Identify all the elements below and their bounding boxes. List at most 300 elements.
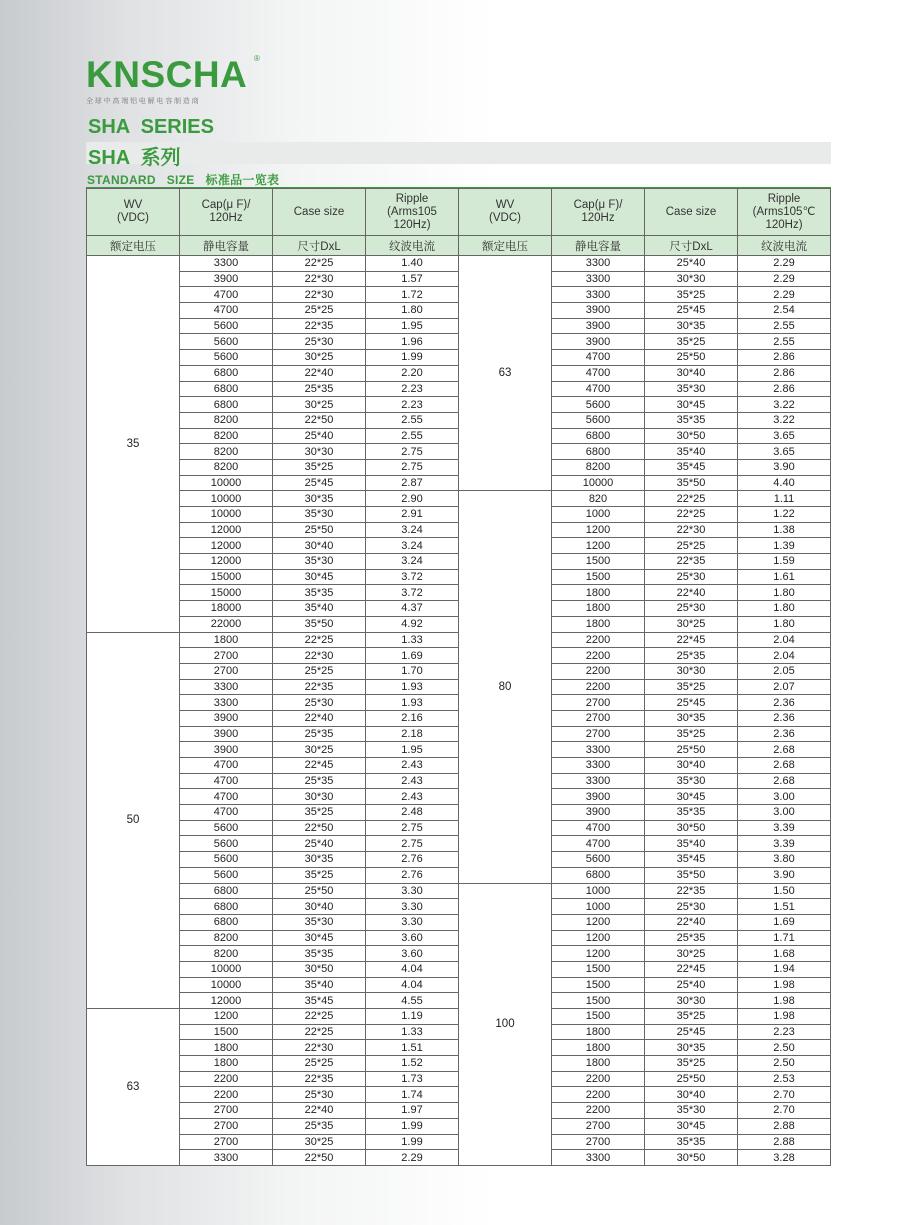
ripple-cell-right: 2.88 [738, 1134, 831, 1150]
case-size-cell-left: 35*25 [273, 459, 366, 475]
cap-cell-right: 2200 [552, 1087, 645, 1103]
subheader-wv-left: 额定电压 [87, 236, 180, 256]
case-size-cell-left: 35*35 [273, 946, 366, 962]
spec-table [86, 188, 831, 1166]
ripple-cell-left: 2.76 [366, 852, 459, 868]
ripple-cell-right: 2.29 [738, 256, 831, 272]
ripple-cell-right: 2.55 [738, 334, 831, 350]
case-size-cell-left: 35*25 [273, 805, 366, 821]
ripple-cell-right: 3.65 [738, 428, 831, 444]
cap-cell-left: 15000 [180, 585, 273, 601]
cap-cell-right: 1500 [552, 977, 645, 993]
cap-cell-left: 6800 [180, 397, 273, 413]
ripple-cell-right: 1.51 [738, 899, 831, 915]
case-size-cell-left: 30*50 [273, 961, 366, 977]
cap-cell-right: 1800 [552, 1056, 645, 1072]
case-size-cell-right: 22*35 [645, 554, 738, 570]
cap-cell-left: 3900 [180, 271, 273, 287]
cap-cell-right: 5600 [552, 397, 645, 413]
wv-cell-right: 100 [459, 883, 552, 1165]
ripple-cell-left: 2.23 [366, 397, 459, 413]
cap-cell-right: 10000 [552, 475, 645, 491]
case-size-cell-right: 30*50 [645, 820, 738, 836]
case-size-cell-left: 22*40 [273, 1103, 366, 1119]
brand-tagline: 全球中高端铝电解电容制造商 [86, 98, 201, 105]
ripple-cell-right: 3.90 [738, 867, 831, 883]
ripple-cell-left: 1.97 [366, 1103, 459, 1119]
ripple-cell-right: 1.11 [738, 491, 831, 507]
cap-cell-right: 3300 [552, 773, 645, 789]
case-size-cell-left: 22*40 [273, 365, 366, 381]
cap-cell-left: 3300 [180, 256, 273, 272]
series-title-en: SHA SERIES [88, 116, 214, 138]
ripple-cell-left: 3.24 [366, 554, 459, 570]
case-size-cell-left: 22*30 [273, 1040, 366, 1056]
case-size-cell-right: 30*30 [645, 663, 738, 679]
case-size-cell-left: 35*25 [273, 867, 366, 883]
cap-cell-left: 6800 [180, 365, 273, 381]
ripple-cell-left: 2.48 [366, 805, 459, 821]
ripple-cell-left: 4.55 [366, 993, 459, 1009]
ripple-cell-left: 1.95 [366, 742, 459, 758]
ripple-cell-right: 1.80 [738, 616, 831, 632]
case-size-cell-left: 25*25 [273, 663, 366, 679]
ripple-cell-right: 2.29 [738, 287, 831, 303]
ripple-cell-left: 2.90 [366, 491, 459, 507]
case-size-cell-left: 25*25 [273, 1056, 366, 1072]
cap-cell-left: 5600 [180, 350, 273, 366]
series-title-cn: SHA 系列 [88, 147, 181, 169]
ripple-cell-left: 1.74 [366, 1087, 459, 1103]
ripple-cell-left: 2.76 [366, 867, 459, 883]
ripple-cell-right: 3.00 [738, 805, 831, 821]
case-size-cell-left: 35*40 [273, 601, 366, 617]
case-size-cell-right: 22*45 [645, 961, 738, 977]
table-row [87, 256, 831, 272]
cap-cell-left: 2700 [180, 1134, 273, 1150]
case-size-cell-left: 22*50 [273, 412, 366, 428]
cap-cell-left: 2700 [180, 1103, 273, 1119]
cap-cell-right: 6800 [552, 428, 645, 444]
ripple-cell-left: 1.99 [366, 1118, 459, 1134]
header-cap-left: Cap(μ F)/ 120Hz [180, 189, 273, 236]
ripple-cell-left: 2.55 [366, 412, 459, 428]
ripple-cell-right: 2.07 [738, 679, 831, 695]
case-size-cell-right: 35*35 [645, 1134, 738, 1150]
cap-cell-right: 1200 [552, 522, 645, 538]
case-size-cell-right: 30*45 [645, 789, 738, 805]
cap-cell-right: 3300 [552, 256, 645, 272]
cap-cell-left: 18000 [180, 601, 273, 617]
ripple-cell-left: 2.75 [366, 459, 459, 475]
case-size-cell-right: 35*25 [645, 679, 738, 695]
header-case-right: Case size [645, 189, 738, 236]
ripple-cell-right: 2.04 [738, 648, 831, 664]
ripple-cell-right: 3.22 [738, 397, 831, 413]
cap-cell-right: 1800 [552, 1024, 645, 1040]
ripple-cell-left: 2.43 [366, 758, 459, 774]
case-size-cell-right: 35*25 [645, 287, 738, 303]
case-size-cell-left: 30*45 [273, 930, 366, 946]
ripple-cell-right: 4.40 [738, 475, 831, 491]
cap-cell-right: 1500 [552, 554, 645, 570]
cap-cell-left: 8200 [180, 459, 273, 475]
ripple-cell-right: 2.36 [738, 726, 831, 742]
cap-cell-left: 6800 [180, 883, 273, 899]
case-size-cell-left: 30*45 [273, 569, 366, 585]
cap-cell-left: 8200 [180, 930, 273, 946]
ripple-cell-right: 2.70 [738, 1087, 831, 1103]
ripple-cell-right: 3.00 [738, 789, 831, 805]
cap-cell-right: 5600 [552, 852, 645, 868]
cap-cell-left: 1800 [180, 1056, 273, 1072]
ripple-cell-right: 2.50 [738, 1056, 831, 1072]
ripple-cell-right: 1.98 [738, 1009, 831, 1025]
ripple-cell-left: 1.72 [366, 287, 459, 303]
case-size-cell-left: 25*35 [273, 773, 366, 789]
case-size-cell-left: 22*50 [273, 1150, 366, 1166]
header-wv-right: WV (VDC) [459, 189, 552, 236]
case-size-cell-left: 30*30 [273, 444, 366, 460]
ripple-cell-left: 2.43 [366, 773, 459, 789]
case-size-cell-right: 25*45 [645, 1024, 738, 1040]
case-size-cell-left: 22*25 [273, 632, 366, 648]
ripple-cell-right: 1.38 [738, 522, 831, 538]
cap-cell-right: 1500 [552, 961, 645, 977]
case-size-cell-left: 22*25 [273, 1024, 366, 1040]
ripple-cell-left: 2.75 [366, 444, 459, 460]
ripple-cell-right: 1.98 [738, 977, 831, 993]
cap-cell-right: 3900 [552, 789, 645, 805]
ripple-cell-left: 1.69 [366, 648, 459, 664]
case-size-cell-right: 30*45 [645, 397, 738, 413]
case-size-cell-left: 35*35 [273, 585, 366, 601]
ripple-cell-left: 2.87 [366, 475, 459, 491]
cap-cell-right: 1800 [552, 601, 645, 617]
table-body [87, 256, 831, 1166]
case-size-cell-left: 25*50 [273, 883, 366, 899]
ripple-cell-right: 2.50 [738, 1040, 831, 1056]
ripple-cell-right: 3.90 [738, 459, 831, 475]
ripple-cell-right: 2.23 [738, 1024, 831, 1040]
ripple-cell-left: 2.18 [366, 726, 459, 742]
ripple-cell-left: 1.33 [366, 632, 459, 648]
case-size-cell-left: 25*40 [273, 428, 366, 444]
case-size-cell-right: 25*45 [645, 303, 738, 319]
case-size-cell-left: 22*25 [273, 256, 366, 272]
case-size-cell-left: 25*35 [273, 1118, 366, 1134]
case-size-cell-right: 35*40 [645, 444, 738, 460]
cap-cell-left: 4700 [180, 303, 273, 319]
case-size-cell-right: 30*25 [645, 946, 738, 962]
case-size-cell-right: 25*45 [645, 695, 738, 711]
case-size-cell-right: 22*25 [645, 491, 738, 507]
case-size-cell-left: 30*25 [273, 397, 366, 413]
cap-cell-left: 5600 [180, 836, 273, 852]
ripple-cell-right: 1.22 [738, 507, 831, 523]
case-size-cell-right: 22*30 [645, 522, 738, 538]
case-size-cell-left: 22*40 [273, 710, 366, 726]
cap-cell-right: 1800 [552, 585, 645, 601]
cap-cell-right: 8200 [552, 459, 645, 475]
ripple-cell-left: 1.95 [366, 318, 459, 334]
cap-cell-right: 2700 [552, 1134, 645, 1150]
cap-cell-left: 2700 [180, 648, 273, 664]
ripple-cell-right: 3.22 [738, 412, 831, 428]
subheader-wv-right: 额定电压 [459, 236, 552, 256]
ripple-cell-left: 2.23 [366, 381, 459, 397]
subheader-case-right: 尺寸DxL [645, 236, 738, 256]
case-size-cell-right: 30*35 [645, 318, 738, 334]
cap-cell-right: 2700 [552, 1118, 645, 1134]
ripple-cell-left: 1.52 [366, 1056, 459, 1072]
header-ripple-right: Ripple (Arms105℃ 120Hz) [738, 189, 831, 236]
ripple-cell-right: 2.86 [738, 381, 831, 397]
ripple-cell-right: 2.55 [738, 318, 831, 334]
cap-cell-right: 2200 [552, 648, 645, 664]
cap-cell-left: 10000 [180, 507, 273, 523]
case-size-cell-right: 35*45 [645, 852, 738, 868]
cap-cell-right: 3300 [552, 1150, 645, 1166]
brand-logo [86, 56, 266, 106]
ripple-cell-left: 4.04 [366, 977, 459, 993]
cap-cell-right: 4700 [552, 365, 645, 381]
ripple-cell-left: 3.72 [366, 585, 459, 601]
ripple-cell-left: 2.91 [366, 507, 459, 523]
case-size-cell-left: 22*30 [273, 287, 366, 303]
cap-cell-right: 6800 [552, 444, 645, 460]
case-size-cell-left: 30*40 [273, 899, 366, 915]
case-size-cell-left: 30*40 [273, 538, 366, 554]
cap-cell-right: 3300 [552, 271, 645, 287]
ripple-cell-left: 3.24 [366, 538, 459, 554]
case-size-cell-left: 35*30 [273, 914, 366, 930]
spec-table-container [86, 188, 831, 1166]
ripple-cell-left: 1.93 [366, 695, 459, 711]
cap-cell-right: 2200 [552, 663, 645, 679]
table-header-row [87, 189, 831, 236]
cap-cell-left: 10000 [180, 491, 273, 507]
case-size-cell-right: 30*50 [645, 428, 738, 444]
ripple-cell-right: 1.61 [738, 569, 831, 585]
wv-cell-right: 63 [459, 256, 552, 491]
cap-cell-left: 15000 [180, 569, 273, 585]
case-size-cell-right: 25*30 [645, 899, 738, 915]
cap-cell-left: 1200 [180, 1009, 273, 1025]
cap-cell-right: 1000 [552, 883, 645, 899]
cap-cell-left: 3300 [180, 679, 273, 695]
subheader-ripple-right: 纹波电流 [738, 236, 831, 256]
case-size-cell-left: 22*30 [273, 271, 366, 287]
ripple-cell-right: 1.98 [738, 993, 831, 1009]
series-title-bar [86, 142, 831, 164]
wv-cell-left: 35 [87, 256, 180, 633]
header-case-left: Case size [273, 189, 366, 236]
case-size-cell-left: 35*30 [273, 554, 366, 570]
header-ripple-left: Ripple (Arms105 120Hz) [366, 189, 459, 236]
case-size-cell-right: 35*25 [645, 1009, 738, 1025]
cap-cell-left: 5600 [180, 852, 273, 868]
table-row [87, 883, 831, 899]
cap-cell-right: 1000 [552, 899, 645, 915]
case-size-cell-right: 35*50 [645, 475, 738, 491]
case-size-cell-right: 30*30 [645, 271, 738, 287]
cap-cell-left: 12000 [180, 554, 273, 570]
ripple-cell-left: 1.40 [366, 256, 459, 272]
cap-cell-left: 2700 [180, 663, 273, 679]
case-size-cell-left: 25*50 [273, 522, 366, 538]
case-size-cell-right: 35*35 [645, 412, 738, 428]
ripple-cell-right: 1.71 [738, 930, 831, 946]
cap-cell-left: 2200 [180, 1087, 273, 1103]
ripple-cell-left: 1.99 [366, 350, 459, 366]
subheader-case-left: 尺寸DxL [273, 236, 366, 256]
ripple-cell-left: 1.70 [366, 663, 459, 679]
ripple-cell-right: 3.39 [738, 836, 831, 852]
cap-cell-left: 4700 [180, 805, 273, 821]
cap-cell-right: 2200 [552, 1103, 645, 1119]
header-wv-left: WV (VDC) [87, 189, 180, 236]
cap-cell-right: 2200 [552, 632, 645, 648]
case-size-cell-right: 25*25 [645, 538, 738, 554]
wv-cell-left: 63 [87, 1009, 180, 1166]
case-size-cell-left: 25*45 [273, 475, 366, 491]
cap-cell-right: 1200 [552, 914, 645, 930]
case-size-cell-right: 30*35 [645, 710, 738, 726]
case-size-cell-left: 35*40 [273, 977, 366, 993]
case-size-cell-left: 22*35 [273, 679, 366, 695]
cap-cell-left: 3300 [180, 695, 273, 711]
cap-cell-right: 1500 [552, 569, 645, 585]
case-size-cell-left: 35*50 [273, 616, 366, 632]
cap-cell-left: 12000 [180, 522, 273, 538]
ripple-cell-right: 2.53 [738, 1071, 831, 1087]
case-size-cell-right: 22*40 [645, 914, 738, 930]
cap-cell-left: 3900 [180, 710, 273, 726]
ripple-cell-left: 1.96 [366, 334, 459, 350]
case-size-cell-right: 30*40 [645, 758, 738, 774]
table-subheader-row [87, 236, 831, 256]
case-size-cell-right: 35*35 [645, 805, 738, 821]
cap-cell-left: 2700 [180, 1118, 273, 1134]
wv-cell-left: 50 [87, 632, 180, 1009]
case-size-cell-right: 35*25 [645, 334, 738, 350]
cap-cell-left: 1800 [180, 632, 273, 648]
ripple-cell-left: 4.04 [366, 961, 459, 977]
ripple-cell-right: 1.59 [738, 554, 831, 570]
case-size-cell-right: 22*25 [645, 507, 738, 523]
case-size-cell-right: 22*45 [645, 632, 738, 648]
case-size-cell-left: 30*35 [273, 491, 366, 507]
header-cap-right: Cap(μ F)/ 120Hz [552, 189, 645, 236]
case-size-cell-right: 30*30 [645, 993, 738, 1009]
case-size-cell-right: 30*40 [645, 365, 738, 381]
case-size-cell-right: 30*35 [645, 1040, 738, 1056]
table-row [87, 491, 831, 507]
ripple-cell-left: 3.60 [366, 946, 459, 962]
ripple-cell-left: 1.93 [366, 679, 459, 695]
case-size-cell-right: 22*35 [645, 883, 738, 899]
case-size-cell-right: 25*30 [645, 601, 738, 617]
cap-cell-right: 4700 [552, 350, 645, 366]
brand-name: KNSCHA [86, 54, 248, 95]
cap-cell-left: 1800 [180, 1040, 273, 1056]
ripple-cell-left: 3.24 [366, 522, 459, 538]
cap-cell-left: 4700 [180, 758, 273, 774]
ripple-cell-right: 1.68 [738, 946, 831, 962]
case-size-cell-left: 30*25 [273, 350, 366, 366]
cap-cell-right: 2700 [552, 726, 645, 742]
ripple-cell-left: 2.75 [366, 820, 459, 836]
case-size-cell-right: 30*40 [645, 1087, 738, 1103]
ripple-cell-left: 2.55 [366, 428, 459, 444]
case-size-cell-right: 35*30 [645, 381, 738, 397]
ripple-cell-right: 2.70 [738, 1103, 831, 1119]
case-size-cell-left: 30*35 [273, 852, 366, 868]
ripple-cell-left: 2.43 [366, 789, 459, 805]
cap-cell-right: 3300 [552, 742, 645, 758]
ripple-cell-right: 2.68 [738, 773, 831, 789]
cap-cell-right: 3900 [552, 334, 645, 350]
cap-cell-right: 2200 [552, 1071, 645, 1087]
case-size-cell-right: 22*40 [645, 585, 738, 601]
cap-cell-left: 5600 [180, 334, 273, 350]
cap-cell-right: 4700 [552, 820, 645, 836]
ripple-cell-right: 1.80 [738, 585, 831, 601]
cap-cell-left: 3900 [180, 742, 273, 758]
cap-cell-left: 12000 [180, 538, 273, 554]
cap-cell-right: 2200 [552, 679, 645, 695]
cap-cell-right: 1800 [552, 616, 645, 632]
case-size-cell-left: 25*35 [273, 726, 366, 742]
cap-cell-right: 1800 [552, 1040, 645, 1056]
cap-cell-left: 3300 [180, 1150, 273, 1166]
cap-cell-left: 22000 [180, 616, 273, 632]
case-size-cell-right: 35*45 [645, 459, 738, 475]
case-size-cell-right: 35*30 [645, 1103, 738, 1119]
cap-cell-left: 6800 [180, 899, 273, 915]
cap-cell-right: 3300 [552, 758, 645, 774]
case-size-cell-left: 22*30 [273, 648, 366, 664]
cap-cell-left: 4700 [180, 773, 273, 789]
standard-size-title: STANDARD SIZE 标准品一览表 [87, 173, 280, 187]
cap-cell-right: 1200 [552, 930, 645, 946]
cap-cell-right: 1200 [552, 538, 645, 554]
subheader-ripple-left: 纹波电流 [366, 236, 459, 256]
cap-cell-right: 1200 [552, 946, 645, 962]
ripple-cell-right: 2.54 [738, 303, 831, 319]
ripple-cell-right: 1.94 [738, 961, 831, 977]
case-size-cell-left: 25*25 [273, 303, 366, 319]
ripple-cell-right: 1.69 [738, 914, 831, 930]
ripple-cell-left: 3.30 [366, 883, 459, 899]
ripple-cell-right: 2.29 [738, 271, 831, 287]
cap-cell-left: 5600 [180, 318, 273, 334]
case-size-cell-left: 30*25 [273, 1134, 366, 1150]
cap-cell-left: 8200 [180, 428, 273, 444]
cap-cell-right: 3900 [552, 805, 645, 821]
cap-cell-left: 10000 [180, 977, 273, 993]
case-size-cell-right: 25*50 [645, 1071, 738, 1087]
ripple-cell-right: 2.86 [738, 350, 831, 366]
cap-cell-right: 3900 [552, 318, 645, 334]
ripple-cell-right: 2.86 [738, 365, 831, 381]
cap-cell-left: 4700 [180, 789, 273, 805]
ripple-cell-right: 2.68 [738, 742, 831, 758]
cap-cell-right: 4700 [552, 836, 645, 852]
cap-cell-right: 4700 [552, 381, 645, 397]
cap-cell-left: 12000 [180, 993, 273, 1009]
